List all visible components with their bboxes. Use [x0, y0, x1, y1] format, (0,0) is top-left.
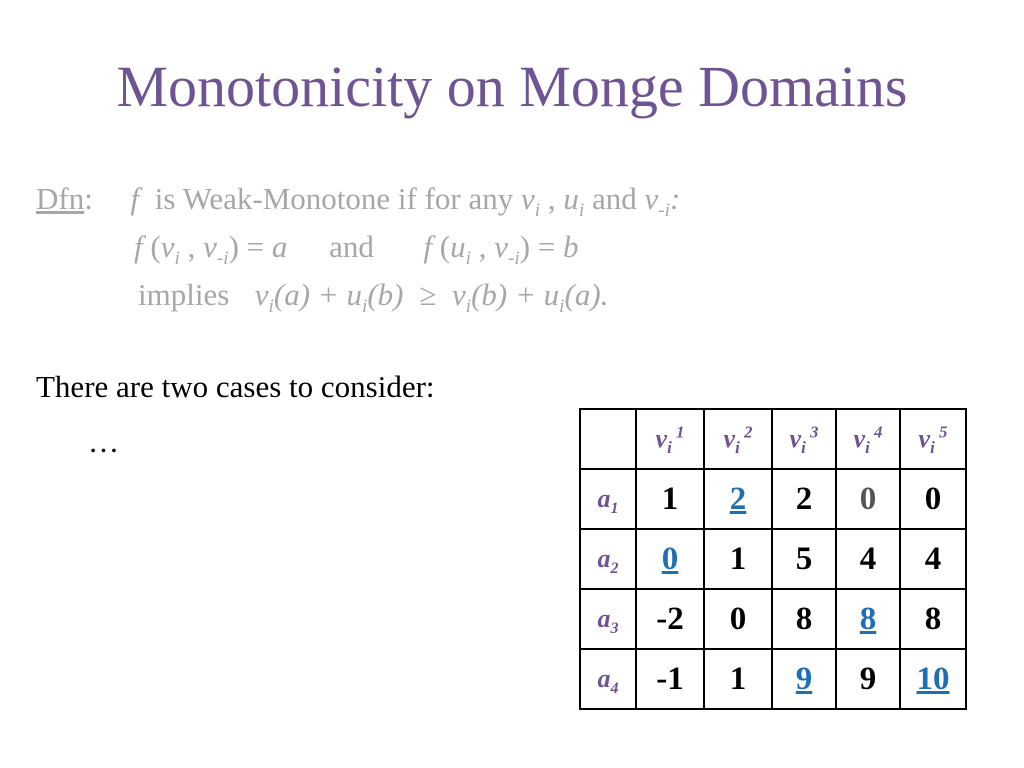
- column-header-v-i-5: $v_i$ $^5$: [900, 409, 966, 469]
- table-cell: 8: [836, 589, 900, 649]
- table-cell: 4: [836, 529, 900, 589]
- table-cell: 1: [636, 469, 704, 529]
- definition-line-1: Dfn: f is Weak-Monotone if for any $v_i$ , $u_i$ and $v_{-i}$:: [36, 181, 681, 222]
- table-cell: 4: [900, 529, 966, 589]
- row-header-a-2: $a_2$: [580, 529, 636, 589]
- row-header-a-4: $a_4$: [580, 649, 636, 709]
- table-cell: 9: [836, 649, 900, 709]
- payoff-table: [579, 408, 967, 710]
- dfn-label: Dfn: [36, 181, 85, 216]
- table-cell: 8: [900, 589, 966, 649]
- table-cell: 0: [836, 469, 900, 529]
- ellipsis: …: [88, 424, 119, 459]
- column-header-v-i-3: $v_i$ $^3$: [772, 409, 836, 469]
- table-cell: 8: [772, 589, 836, 649]
- table-cell: -2: [636, 589, 704, 649]
- column-header-v-i-4: $v_i$ $^4$: [836, 409, 900, 469]
- table-cell: 5: [772, 529, 836, 589]
- table-cell: 0: [636, 529, 704, 589]
- table-row: [580, 469, 966, 529]
- table-cell: -1: [636, 649, 704, 709]
- row-header-a-1: $a_1$: [580, 469, 636, 529]
- slide-title: Monotonicity on Monge Domains: [116, 54, 908, 119]
- table-row: [580, 529, 966, 589]
- cases-text: There are two cases to consider:: [36, 369, 435, 404]
- table-cell: 2: [704, 469, 772, 529]
- table-header-row: [580, 409, 966, 469]
- definition-line-2: f ($v_i$ , $v_{-i}) = a$ and f ($u_i$ , $v_{-i}) = b$: [134, 229, 579, 270]
- table-cell: 2: [772, 469, 836, 529]
- table-cell: 1: [704, 649, 772, 709]
- table-row: [580, 649, 966, 709]
- table-cell: 0: [900, 469, 966, 529]
- column-header-v-i-2: $v_i$ $^2$: [704, 409, 772, 469]
- table-cell: 1: [704, 529, 772, 589]
- definition-line-3: implies $v_i(a) + u_i(b) \ge v_i(b) + u_i(a)$.: [138, 277, 609, 318]
- column-header-v-i-1: $v_i$ $^1$: [636, 409, 704, 469]
- table-cell: 0: [704, 589, 772, 649]
- table-cell: 10: [900, 649, 966, 709]
- table-cell: 9: [772, 649, 836, 709]
- table-corner-cell: [580, 409, 636, 469]
- row-header-a-3: $a_3$: [580, 589, 636, 649]
- table-row: [580, 589, 966, 649]
